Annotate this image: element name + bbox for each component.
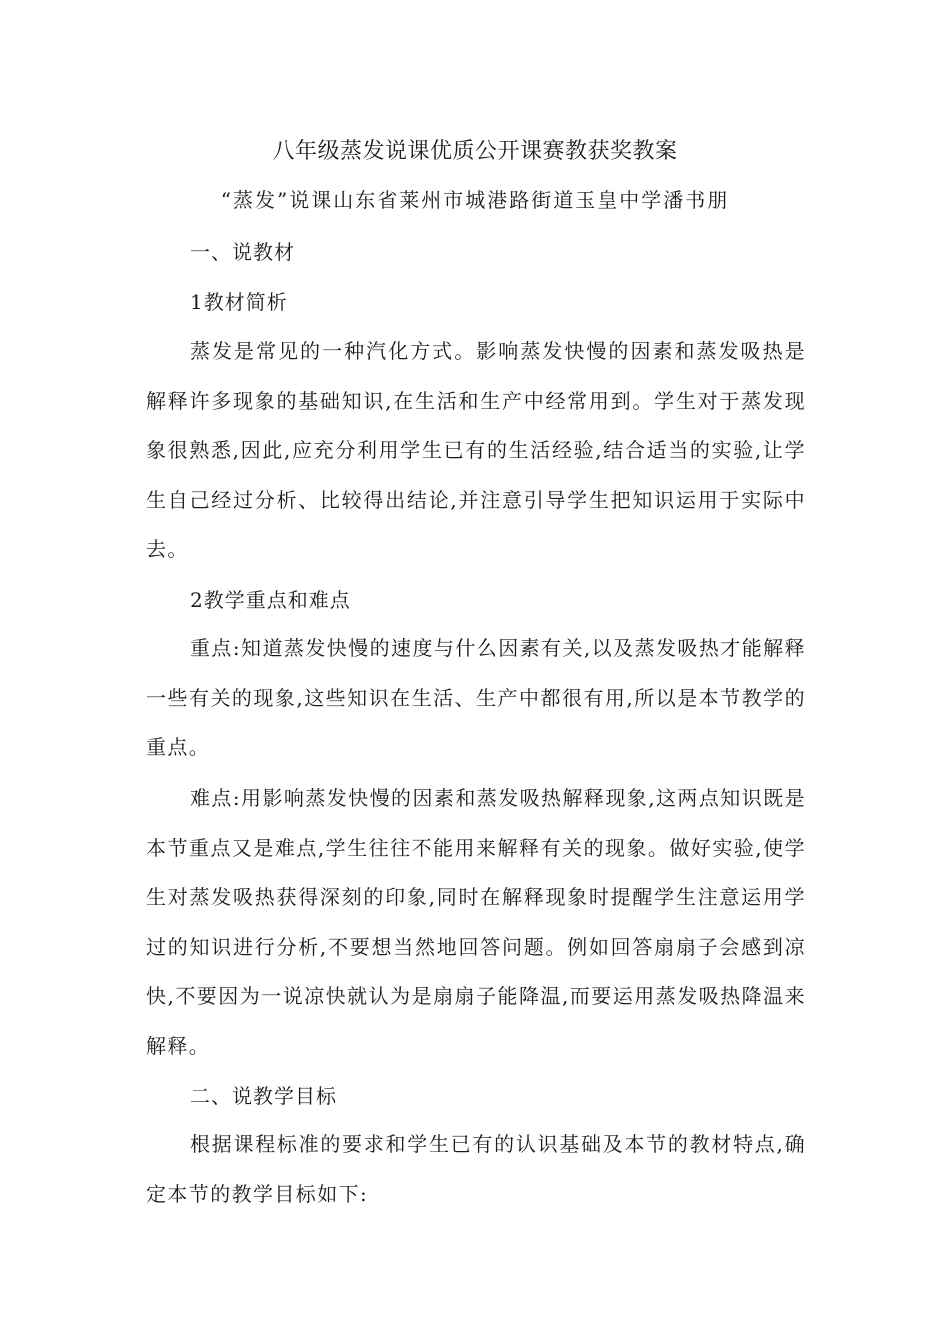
document-subtitle: “蒸发”说课山东省莱州市城港路街道玉皇中学潘书朋 bbox=[220, 188, 730, 212]
document-title: 八年级蒸发说课优质公开课赛教获奖教案 bbox=[272, 139, 678, 164]
section-heading-objectives: 二、说教学目标 bbox=[190, 1084, 337, 1108]
paragraph-analysis: 蒸发是常见的一种汽化方式。影响蒸发快慢的因素和蒸发吸热是解释许多现象的基础知识,在生活和生产中经常用到。学生对于蒸发现象很熟悉,因此,应充分利用学生已有的生活经验,结合适当的实验,让学生自己经过分析、比较得出结论,并注意引导学生把知识运用于实际中去。 bbox=[146, 339, 806, 561]
section-heading-textbook: 一、说教材 bbox=[190, 240, 295, 264]
paragraph-key-points: 重点:知道蒸发快慢的速度与什么因素有关,以及蒸发吸热才能解释一些有关的现象,这些知识在生活、生产中都很有用,所以是本节教学的重点。 bbox=[146, 636, 806, 759]
paragraph-objectives: 根据课程标准的要求和学生已有的认识基础及本节的教材特点,确定本节的教学目标如下: bbox=[146, 1132, 806, 1206]
subsection-heading-analysis: 1教材简析 bbox=[190, 290, 288, 314]
subsection-heading-key-points: 2教学重点和难点 bbox=[190, 588, 351, 612]
paragraph-difficulties: 难点:用影响蒸发快慢的因素和蒸发吸热解释现象,这两点知识既是本节重点又是难点,学生往往不能用来解释有关的现象。做好实验,使学生对蒸发吸热获得深刻的印象,同时在解释现象时提醒学生注意运用学过的知识进行分析,不要想当然地回答问题。例如回答扇扇子会感到凉快,不要因为一说凉快就认为是扇扇子能降温,而要运用蒸发吸热降温来解释。 bbox=[146, 786, 806, 1058]
